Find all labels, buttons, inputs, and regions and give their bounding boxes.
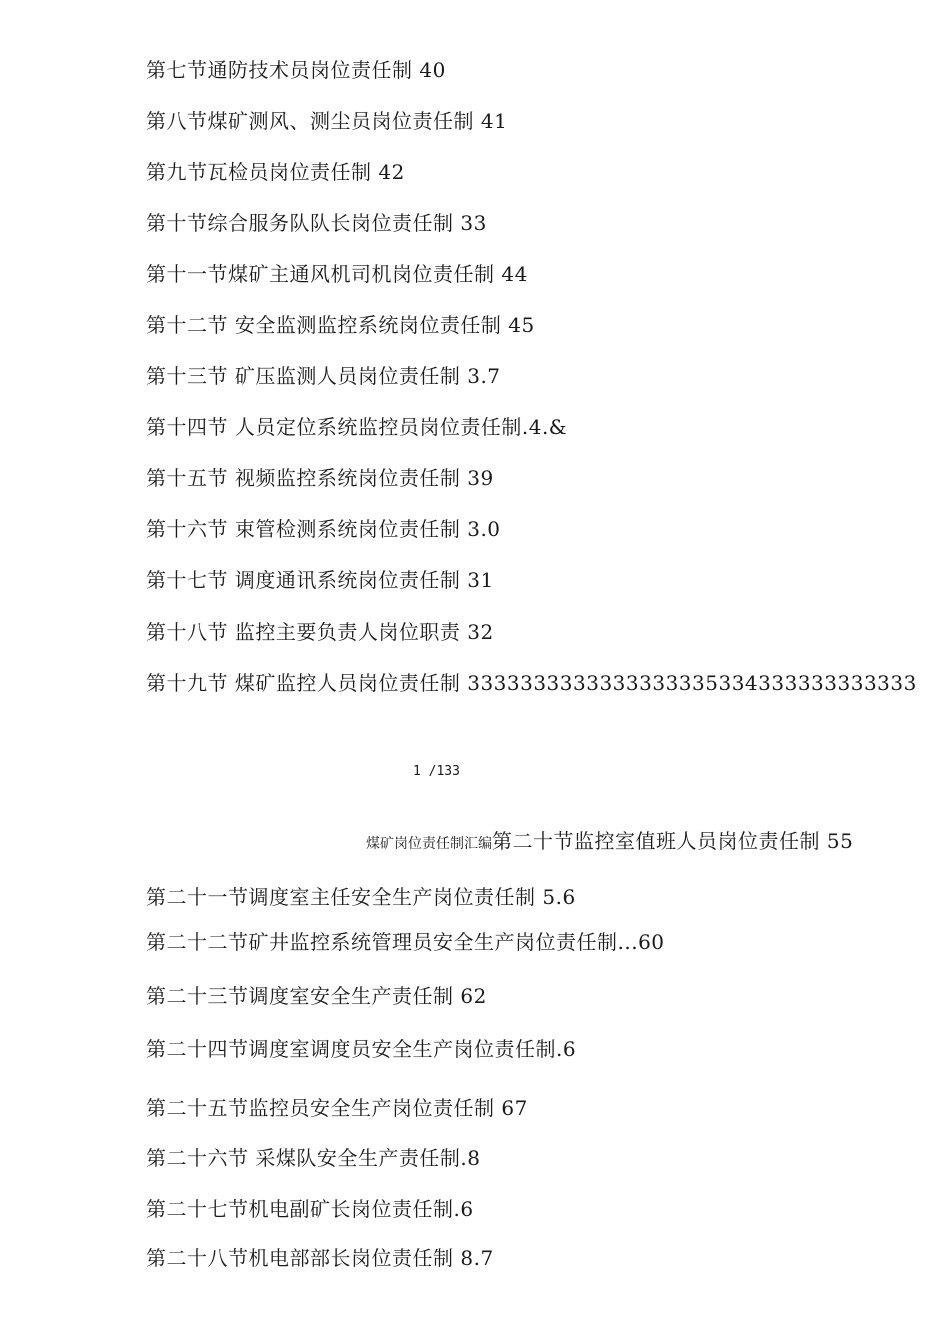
running-header: 煤矿岗位责任制汇编 — [366, 836, 492, 852]
toc-entry-25[interactable]: 第二十五节监控员安全生产岗位责任制 67 — [146, 1096, 528, 1120]
toc-entry-28[interactable]: 第二十八节机电部部长岗位责任制 8.7 — [146, 1246, 494, 1270]
running-header-line — [366, 829, 853, 856]
toc-entry-19[interactable]: 第十九节 煤矿监控人员岗位责任制 3333333333333333335334333333333333 — [146, 671, 917, 695]
toc-entry-26[interactable]: 第二十六节 采煤队安全生产责任制.8 — [146, 1146, 481, 1170]
page-number: 1 /133 — [413, 764, 460, 779]
toc-entry-24[interactable]: 第二十四节调度室调度员安全生产岗位责任制.6 — [146, 1037, 577, 1061]
toc-entry-8[interactable]: 第八节煤矿测风、测尘员岗位责任制 41 — [146, 109, 508, 133]
toc-entry-27[interactable]: 第二十七节机电副矿长岗位责任制.6 — [146, 1197, 474, 1221]
toc-entry-13[interactable]: 第十三节 矿压监测人员岗位责任制 3.7 — [146, 364, 501, 388]
toc-entry-21[interactable]: 第二十一节调度室主任安全生产岗位责任制 5.6 — [146, 885, 576, 909]
toc-entry-11[interactable]: 第十一节煤矿主通风机司机岗位责任制 44 — [146, 262, 528, 286]
toc-entry-20[interactable]: 第二十节监控室值班人员岗位责任制 55 — [492, 829, 854, 853]
toc-entry-7[interactable]: 第七节通防技术员岗位责任制 40 — [146, 58, 446, 82]
toc-entry-9[interactable]: 第九节瓦检员岗位责任制 42 — [146, 160, 405, 184]
toc-entry-12[interactable]: 第十二节 安全监测监控系统岗位责任制 45 — [146, 313, 535, 337]
toc-entry-22[interactable]: 第二十二节矿井监控系统管理员安全生产岗位责任制...60 — [146, 930, 665, 954]
toc-entry-17[interactable]: 第十七节 调度通讯系统岗位责任制 31 — [146, 568, 494, 592]
toc-entry-10[interactable]: 第十节综合服务队队长岗位责任制 33 — [146, 211, 487, 235]
toc-entry-18[interactable]: 第十八节 监控主要负责人岗位职责 32 — [146, 620, 494, 644]
toc-entry-16[interactable]: 第十六节 束管检测系统岗位责任制 3.0 — [146, 517, 501, 541]
toc-entry-14[interactable]: 第十四节 人员定位系统监控员岗位责任制.4.& — [146, 415, 568, 439]
toc-entry-15[interactable]: 第十五节 视频监控系统岗位责任制 39 — [146, 466, 494, 490]
toc-entry-23[interactable]: 第二十三节调度室安全生产责任制 62 — [146, 984, 487, 1008]
